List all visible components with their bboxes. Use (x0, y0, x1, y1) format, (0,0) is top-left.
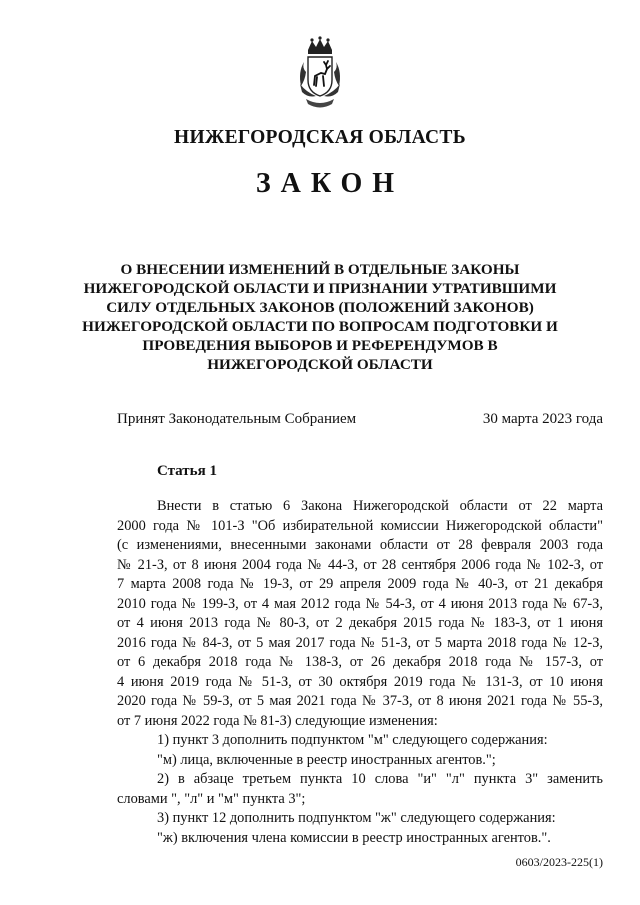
article-line: 4 июня 2019 года № 51-З, от 30 октября 2019 года № 131-З, от 10 июня (117, 673, 603, 690)
law-title-line: НИЖЕГОРОДСКОЙ ОБЛАСТИ И ПРИЗНАНИИ УТРАТИВШИМИ (83, 280, 557, 297)
region-heading: НИЖЕГОРОДСКАЯ ОБЛАСТЬ (174, 127, 466, 148)
document-type-heading: ЗАКОН (255, 168, 405, 199)
adoption-label: Принят Законодательным Собранием (117, 411, 357, 427)
adoption-date: 30 марта 2023 года (482, 411, 603, 427)
article-line: 2) в абзаце третьем пункта 10 слова "и" "л" пункта 3" заменить (157, 771, 603, 787)
article-title: Статья 1 (157, 463, 217, 479)
coat-of-arms-icon (290, 36, 350, 112)
law-title-line: ПРОВЕДЕНИЯ ВЫБОРОВ И РЕФЕРЕНДУМОВ В (142, 337, 498, 354)
article-line: от 6 декабря 2018 года № 138-З, от 26 декабря 2018 года № 157-З, от (117, 654, 603, 670)
law-title-line: О ВНЕСЕНИИ ИЗМЕНЕНИЙ В ОТДЕЛЬНЫЕ ЗАКОНЫ (120, 261, 520, 278)
article-line: 7 марта 2008 года № 19-З, от 29 апреля 2009 года № 40-З, от 21 декабря (117, 576, 603, 592)
law-title-line: НИЖЕГОРОДСКОЙ ОБЛАСТИ (207, 356, 433, 373)
law-title-line: НИЖЕГОРОДСКОЙ ОБЛАСТИ ПО ВОПРОСАМ ПОДГОТОВКИ И (82, 318, 558, 335)
article-line: 1) пункт 3 дополнить подпунктом "м" следующего содержания: (157, 732, 548, 748)
article-line: (с изменениями, внесенными законами области от 28 февраля 2003 года (117, 537, 603, 553)
article-line: 3) пункт 12 дополнить подпунктом "ж" следующего содержания: (157, 810, 556, 826)
article-line: от 7 июня 2022 года № 81-З) следующие изменения: (117, 712, 438, 729)
article-line: № 21-З, от 8 июня 2004 года № 44-З, от 28 сентября 2006 года № 102-З, от (117, 556, 603, 573)
article-body (117, 497, 603, 848)
article-line: словами ", "л" и "м" пункта 3"; (117, 790, 306, 807)
document-code: 0603/2023-225(1) (515, 855, 603, 869)
article-line: "ж) включения члена комиссии в реестр иностранных агентов.". (157, 829, 551, 846)
article-line: "м) лица, включенные в реестр иностранных агентов."; (157, 751, 496, 768)
article-line: Внести в статью 6 Закона Нижегородской области от 22 марта (157, 498, 603, 514)
article-line: от 4 июня 2013 года № 80-З, от 2 декабря 2015 года № 183-З, от 1 июня (117, 615, 603, 631)
article-line: 2016 года № 84-З, от 5 мая 2017 года № 51-З, от 5 марта 2018 года № 12-З, (117, 634, 603, 651)
article-line: 2020 года № 59-З, от 5 мая 2021 года № 37-З, от 8 июня 2021 года № 55-З, (117, 693, 603, 709)
article-line: 2010 года № 199-З, от 4 мая 2012 года № 54-З, от 4 июня 2013 года № 67-З, (117, 595, 603, 612)
article-line: 2000 года № 101-З "Об избирательной комиссии Нижегородской области" (117, 517, 603, 534)
law-title (80, 260, 560, 374)
law-title-line: СИЛУ ОТДЕЛЬНЫХ ЗАКОНОВ (ПОЛОЖЕНИЙ ЗАКОНОВ) (106, 299, 534, 316)
